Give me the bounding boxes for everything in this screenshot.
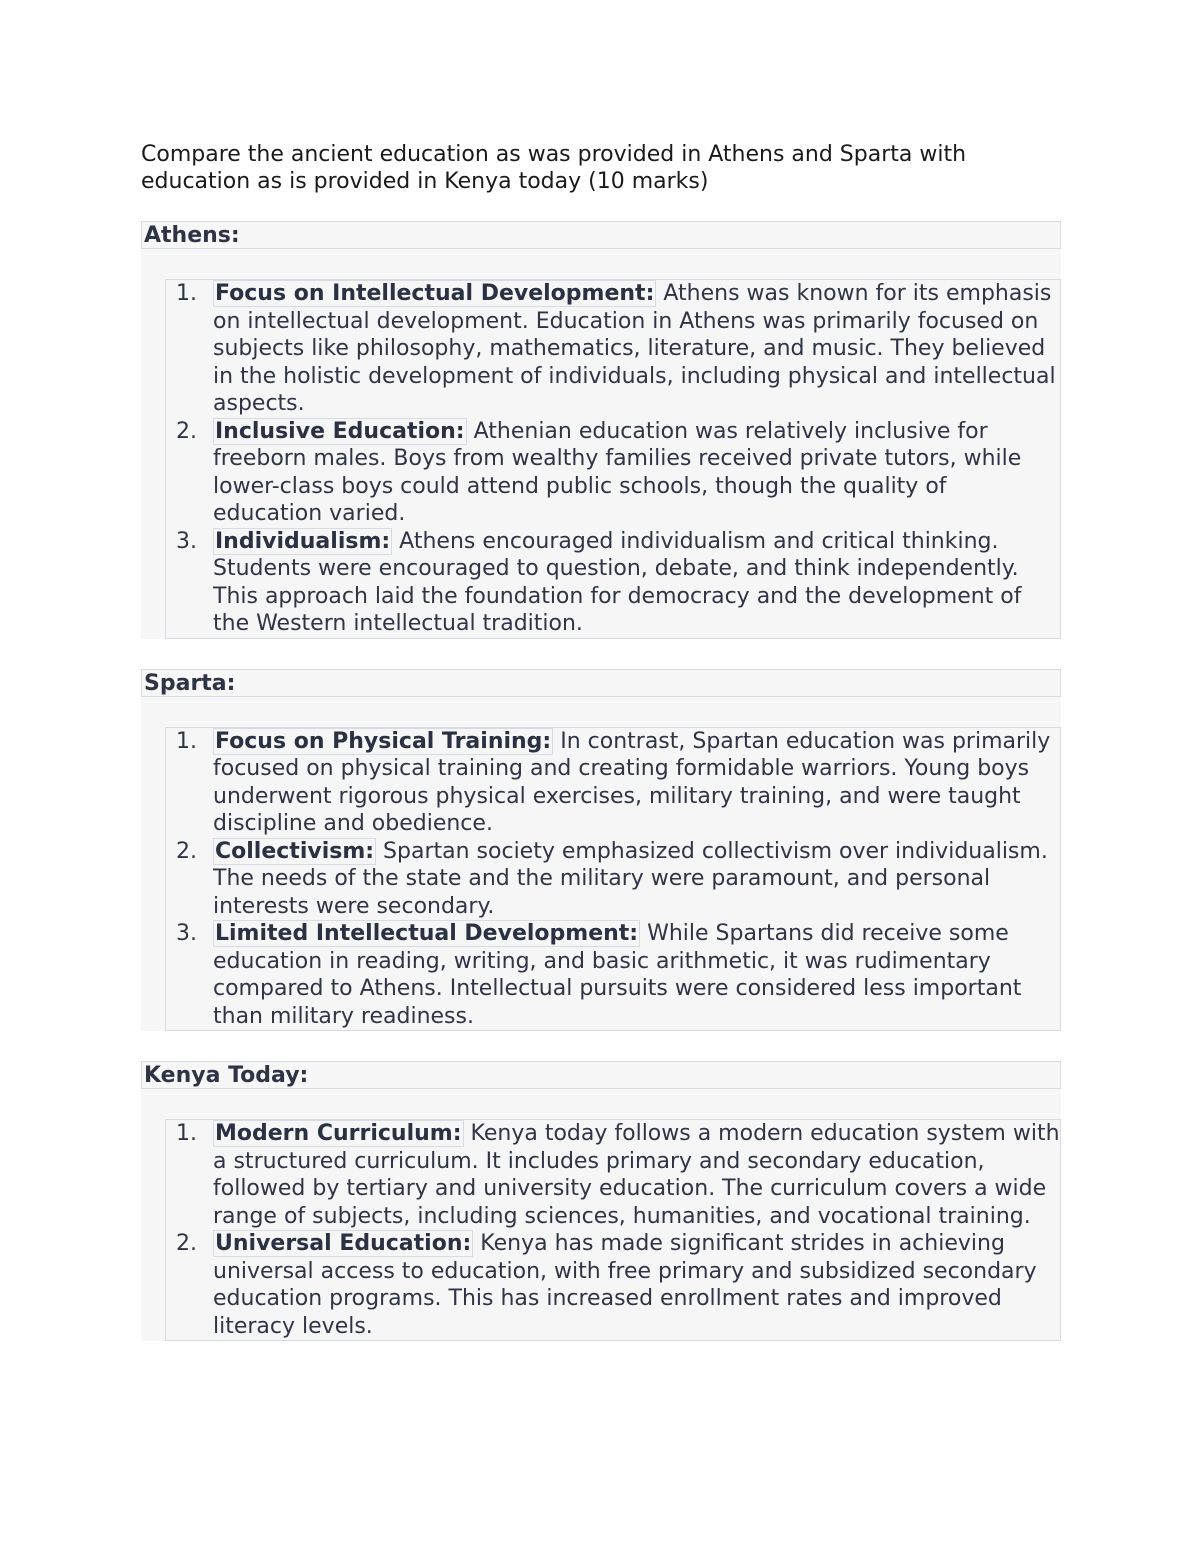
list-item: [166, 728, 1060, 838]
list-item-text: Spartan society emphasized collectivism over individualism. The needs of the state and the military were paramount, and personal interests were secondary.: [213, 838, 1048, 919]
section-0: [141, 221, 1061, 639]
list-item-term: Inclusive Education:: [215, 418, 465, 444]
list-item: [166, 1120, 1060, 1230]
section-heading: Kenya Today:: [141, 1061, 1061, 1089]
list-item-number: 1.: [176, 728, 197, 754]
list-item: [166, 280, 1060, 418]
section-spacer: [141, 697, 1061, 727]
numbered-list: [165, 727, 1061, 1032]
list-item-number: 3.: [176, 528, 197, 554]
list-item-number: 1.: [176, 281, 197, 306]
list-item-text: While Spartans did receive some education in reading, writing, and basic arithmetic, it was rudimentary compared to Athens. Intellectual pursuits were considered less important than military readiness.: [213, 921, 1022, 1029]
list-item-term: Limited Intellectual Development:: [215, 921, 639, 946]
list-item-number: 3.: [176, 921, 197, 946]
list-item: [166, 1230, 1060, 1340]
section-spacer: [141, 249, 1061, 279]
list-item-number: 1.: [176, 1121, 197, 1146]
section-1: [141, 669, 1061, 1032]
list-item: [166, 838, 1060, 921]
sections-container: [141, 221, 1061, 1341]
list-item: [166, 418, 1060, 528]
list-item: [166, 920, 1060, 1030]
section-spacer: [141, 1089, 1061, 1119]
question-text: Compare the ancient education as was provided in Athens and Sparta with education as is provided in Kenya today (10 marks): [141, 142, 967, 194]
list-item-number: 2.: [176, 1231, 197, 1256]
list-item-term: Focus on Intellectual Development:: [215, 281, 655, 306]
list-item-text: Athenian education was relatively inclusive for freeborn males. Boys from wealthy families received private tutors, while lower-class boys could attend public schools, though the quality of education varied.: [213, 418, 1022, 526]
list-item-term: Focus on Physical Training:: [215, 728, 552, 754]
list-item-text: Athens encouraged individualism and critical thinking. Students were encouraged to question, debate, and think independently. This approach laid the foundation for democracy and the development of the Western intellectual tradition.: [213, 528, 1022, 636]
section-2: [141, 1061, 1061, 1341]
document-page: [141, 141, 1061, 1371]
list-item: [166, 528, 1060, 638]
list-item-text: In contrast, Spartan education was primarily focused on physical training and creating formidable warriors. Young boys underwent rigorous physical exercises, military training, and were taught discipline and obedience.: [213, 728, 1051, 836]
list-item-term: Collectivism:: [215, 838, 375, 864]
list-item-term: Universal Education:: [215, 1231, 472, 1256]
numbered-list: [165, 1119, 1061, 1341]
section-heading: Athens:: [141, 221, 1061, 249]
list-item-text: Kenya has made significant strides in achieving universal access to education, with free primary and subsidized secondary education programs. This has increased enrollment rates and improved literacy levels.: [213, 1231, 1037, 1339]
numbered-list: [165, 279, 1061, 639]
section-heading: Sparta:: [141, 669, 1061, 697]
list-item-number: 2.: [176, 418, 197, 444]
list-item-text: Athens was known for its emphasis on intellectual development. Education in Athens was primarily focused on subjects like philosophy, mathematics, literature, and music. They believed in the holistic development of individuals, including physical and intellectual aspects.: [213, 281, 1056, 416]
list-item-term: Individualism:: [215, 528, 391, 554]
list-item-number: 2.: [176, 838, 197, 864]
list-item-term: Modern Curriculum:: [215, 1121, 462, 1146]
list-item-text: Kenya today follows a modern education system with a structured curriculum. It includes primary and secondary education, followed by tertiary and university education. The curriculum covers a wide range of subjects, including sciences, humanities, and vocational training.: [213, 1121, 1060, 1229]
